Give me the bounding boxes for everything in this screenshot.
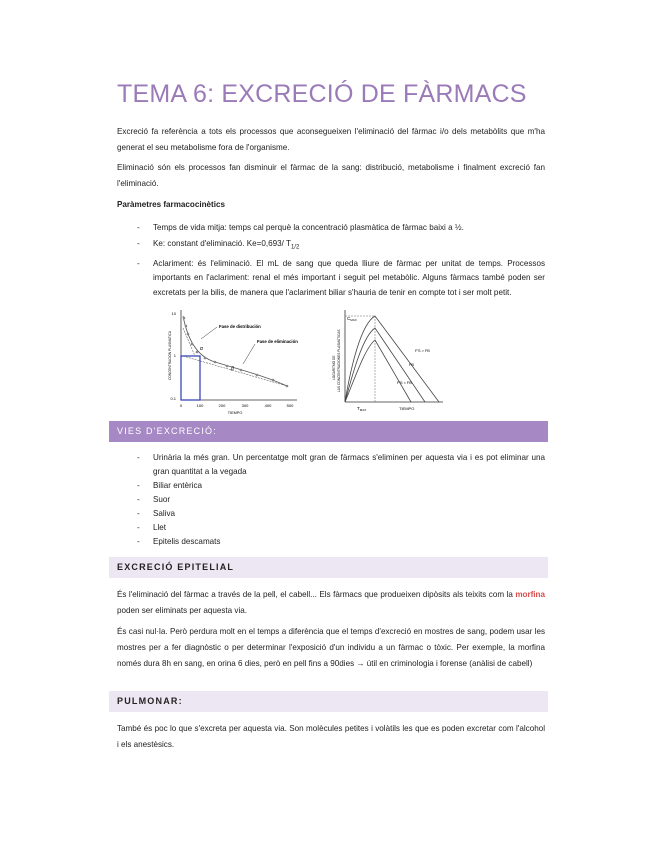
fig1-ytick-01: 0.1	[170, 396, 176, 401]
section-pulmonar-header: PULMONAR:	[109, 691, 548, 712]
fig1-highlight-box	[181, 356, 200, 400]
fig1-beta-symbol: β	[231, 366, 234, 372]
fig1-xtick-200: 200	[218, 403, 226, 408]
section-vies-header: VIES D'EXCRECIÓ:	[109, 421, 548, 442]
vies-item-epitelis: - Epitelis descamats	[137, 535, 545, 549]
pulmonar-paragraph: També és poc lo que s'excreta per aquesta via. Son molècules petites i volàtils les que es poden excretar com l'alcohol i els anestèsics.	[117, 724, 545, 749]
vies-item-suor: - Suor	[137, 493, 545, 507]
fig1-alpha-symbol: α	[200, 346, 203, 352]
vies-item-llet: - Llet	[137, 521, 545, 535]
epitelial-paragraph-1: És l'eliminació del fàrmac a través de la pell, el cabell... Els fàrmacs que produeixen dipòsits als teixits com la morfina poden ser eliminats per aquesta via.	[117, 590, 545, 615]
fig2-ylabel-line2: LAS CONCENTRACIONES PLASMÁTICAS	[337, 329, 341, 392]
fig2-ylabel-line1: LOGARITMO DE	[332, 355, 336, 380]
fig1-label-elimination: Fase de eliminación	[257, 339, 298, 344]
fig2-cmax-label: $C_{MAX}$	[347, 316, 357, 322]
params-list	[137, 221, 545, 300]
fig1-xlabel: TIEMPO	[227, 411, 243, 415]
param-item-ke: - Ke: constant d'eliminació. Ke=0,693/ $T_{1/2}$	[137, 237, 545, 255]
fig1-distribution-slope	[183, 328, 195, 356]
param-item-half-life: - Temps de vida mitja: temps cal perquè la concentració plasmàtica de fàrmac baixi a ½.	[137, 221, 545, 235]
fig1-xtick-300: 300	[241, 403, 249, 408]
fig1-xtick-400: 400	[264, 403, 272, 408]
elimination-paragraph: Eliminació són els processos fan disminuir el fàrmac de la sang: distribució, metabolisme i finalment excreció fan l'eliminació.	[117, 163, 545, 188]
fig1-xtick-500: 500	[286, 403, 294, 408]
highlight-morfina: morfina	[515, 590, 545, 599]
fig1-ytick-1: 1	[173, 353, 176, 358]
vies-item-urinaria: - Urinària la més gran. Un percentatge molt gran de fàrmacs s'eliminen per aquesta via i es pot eliminar una gran quantitat a la vegada	[137, 451, 545, 479]
fig1-pointer-distribution	[201, 327, 217, 339]
fig2-curve-mid-label: FB	[409, 363, 414, 367]
fig1-ytick-10: 10	[171, 311, 176, 316]
fig2-curve-low-label: F'S < FB	[397, 381, 412, 385]
intro-paragraph: Excreció fa referència a tots els processos que aconsegueixen l'eliminació del fàrmac i/o dels metabòlits que m'ha generat el seu metabolisme fora de l'organisme.	[117, 127, 545, 152]
epitelial-paragraph-2: És casi nul·la. Però perdura molt en el temps a diferència que el temps d'excreció en mostres de sang, podem usar les mostres per a fer diagnòstic o per determinar l'exposició d'un individu a un fàrmac o tòxic. Per exemple, la morfina només dura 8h en sang, en orina 6 dies, però en pell fins a 90dies → útil en criminologia i forense (anàlisi de cabell)	[117, 627, 545, 668]
vies-item-saliva: - Saliva	[137, 507, 545, 521]
fig1-label-distribution: Fase de distribución	[219, 324, 261, 329]
fig1-xtick-0: 0	[179, 403, 183, 408]
vies-list	[137, 451, 545, 549]
fig1-pointer-elimination	[243, 344, 255, 364]
fig2-tmax-label: $T_{MAX}$	[357, 406, 367, 412]
fig2-curve-high	[345, 316, 439, 402]
fig1-xtick-100: 100	[196, 403, 204, 408]
fig2-curve-low	[345, 340, 411, 402]
vies-item-biliar: - Biliar entèrica	[137, 479, 545, 493]
fig1-ylabel: CONCENTRACION PLASMATICA	[168, 331, 172, 380]
fig2-curve-high-label: F'S > FB	[415, 349, 430, 353]
page-title: TEMA 6: EXCRECIÓ DE FÀRMACS	[117, 80, 527, 108]
param-item-clearance: - Aclariment: és l'eliminació. El mL de sang que queda lliure de fàrmac per unitat de temps. Processos importants en l'aclariment: renal el més important i seguit pel metabòlic. Alguns fàrmacs també poden ser excretats per la bilis, de manera que l'aclariment biliar s'hauria de tenir en compte tot i ser molt petit.	[137, 257, 545, 301]
params-heading: Paràmetres farmacocinètics	[117, 200, 225, 209]
fig2-xlabel: TIEMPO	[399, 406, 415, 411]
section-epitelial-header: EXCRECIÓ EPITELIAL	[109, 557, 548, 578]
bioavailability-figure	[327, 306, 447, 416]
distribution-elimination-figure	[165, 306, 300, 416]
fig1-elimination-slope	[183, 356, 287, 386]
